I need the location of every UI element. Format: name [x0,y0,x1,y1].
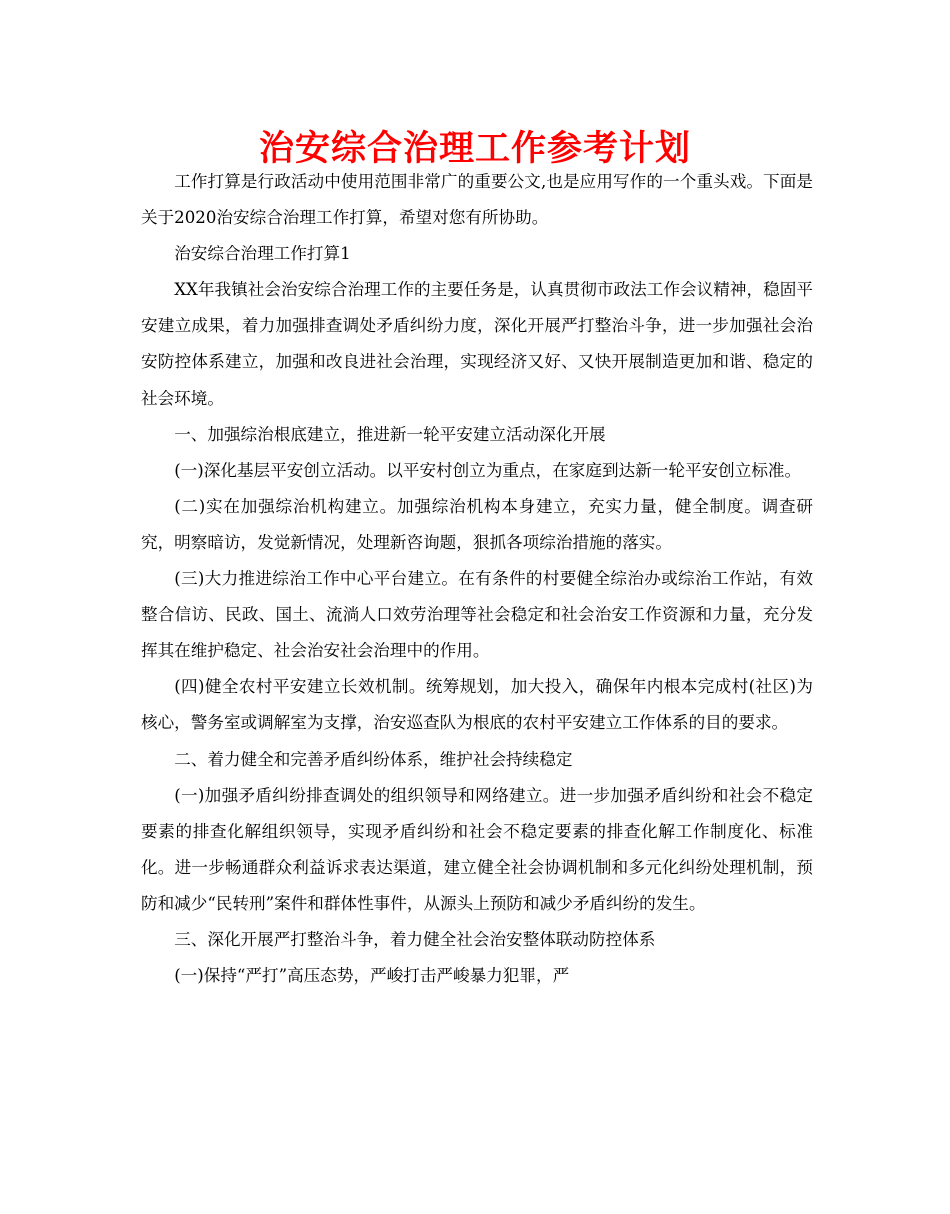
paragraph-item-3-1: (一)保持“严打”高压态势，严峻打击严峻暴力犯罪，严 [174,966,570,986]
section-heading-1: 一、加强综治根底建立，推进新一轮平安建立活动深化开展 [174,424,606,444]
section-heading-2: 二、着力健全和完善矛盾纠纷体系，维护社会持续稳定 [174,749,573,769]
paragraph-item-2-1: (一)加强矛盾纠纷排查调处的组织领导和网络建立。进一步加强矛盾纠纷和社会不稳定要素的排查化解组织领导，实现矛盾纠纷和社会不稳定要素的排查化解工作制度化、标准化。进一步畅通群众利益诉求表达渠道，建立健全社会协调机制和多元化纠纷处理机制，预防和减少“民转刑”案件和群体性事件，从源头上预防和减少矛盾纠纷的发生。 [141,785,813,913]
document-title: 治安综合治理工作参考计划 [258,128,691,169]
paragraph-item-1-4: (四)健全农村平安建立长效机制。统筹规划，加大投入，确保年内根本完成村(社区)为核心，警务室或调解室为支撑，治安巡查队为根底的农村平安建立工作体系的目的要求。 [141,677,813,733]
paragraph-item-1-3: (三)大力推进综治工作中心平台建立。在有条件的村要健全综治办或综治工作站，有效整合信访、民政、国土、流淌人口效劳治理等社会稳定和社会治安工作资源和力量，充分发挥其在维护稳定、社会治安社会治理中的作用。 [141,569,813,661]
document-body [141,164,813,994]
paragraph-plan-heading: 治安综合治理工作打算1 [174,244,351,264]
paragraph-main-task: XX年我镇社会治安综合治理工作的主要任务是，认真贯彻市政法工作会议精神，稳固平安建立成果，着力加强排查调处矛盾纠纷力度，深化开展严打整治斗争，进一步加强社会治安防控体系建立，加强和改良进社会治理，实现经济又好、又快开展制造更加和谐、稳定的社会环境。 [141,280,813,408]
paragraph-item-1-1: (一)深化基层平安创立活动。以平安村创立为重点，在家庭到达新一轮平安创立标准。 [174,460,802,480]
paragraph-intro: 工作打算是行政活动中使用范围非常广的重要公文,也是应用写作的一个重头戏。下面是关于2020治安综合治理工作打算，希望对您有所协助。 [141,172,813,228]
paragraph-item-1-2: (二)实在加强综治机构建立。加强综治机构本身建立，充实力量，健全制度。调查研究，明察暗访，发觉新情况，处理新咨询题，狠抓各项综治措施的落实。 [141,496,813,552]
section-heading-3: 三、深化开展严打整治斗争，着力健全社会治安整体联动防控体系 [174,929,656,949]
